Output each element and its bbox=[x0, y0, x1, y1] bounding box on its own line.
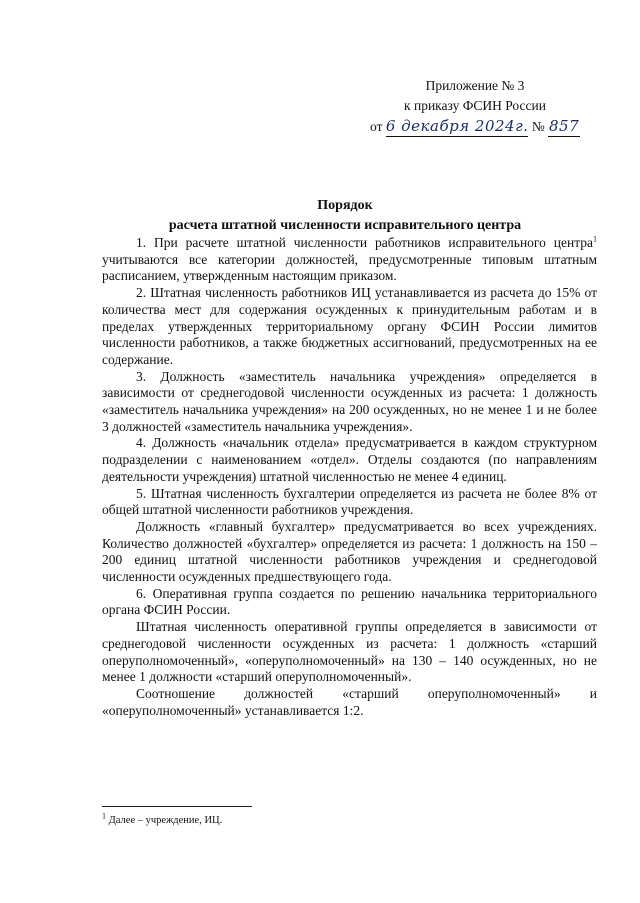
document-title bbox=[100, 196, 590, 236]
footnote bbox=[102, 811, 223, 828]
paragraph-6: 6. Оперативная группа создается по решению начальника территориального органа ФСИН России. bbox=[102, 585, 597, 618]
order-reference: к приказу ФСИН России bbox=[404, 98, 546, 113]
paragraph-5b: Должность «главный бухгалтер» предусматривается во всех учреждениях. Количество должностей «бухгалтер» определяется из расчета: 1 должность на 150 – 200 единиц штатной численности работников учреждения и среднегодовой численности осужденных предшествующего года. bbox=[102, 518, 597, 585]
number-prefix: № bbox=[531, 119, 545, 134]
title-line-1: Порядок bbox=[317, 198, 373, 213]
footnote-ref: 1 bbox=[593, 234, 597, 244]
footnote-text: Далее – учреждение, ИЦ. bbox=[106, 815, 223, 826]
document-body bbox=[102, 235, 597, 719]
paragraph-1-text-b: учитываются все категории должностей, предусмотренные типовым штатным расписанием, утвержденным настоящим приказом. bbox=[102, 251, 597, 284]
paragraph-6b: Штатная численность оперативной группы определяется в зависимости от среднегодовой численности осужденных из расчета: 1 должность «старший оперуполномоченный», «оперуполномоченный» на 130 – 140 осужденных, но не менее 1 должности «старший оперуполномоченный». bbox=[102, 619, 597, 685]
paragraph-1-text-a: 1. При расчете штатной численности работников исправительного центра bbox=[136, 235, 593, 250]
handwritten-number: 857 bbox=[549, 117, 580, 135]
handwritten-date: 6 декабря 2024г. bbox=[385, 117, 529, 135]
paragraph-2: 2. Штатная численность работников ИЦ устанавливается из расчета до 15% от количества мест для содержания осужденных к принудительным работам и в пределах утвержденных территориальному органу ФСИН России лимитов численности работников, а также бюджетных ассигнований, предусмотренных на ее содержание. bbox=[102, 285, 597, 367]
footnote-mark: 1 bbox=[102, 811, 106, 821]
paragraph-1 bbox=[102, 235, 597, 285]
order-date-line bbox=[370, 116, 590, 137]
appendix-header bbox=[360, 76, 590, 137]
paragraph-6c: Соотношение должностей «старший оперуполномоченный» и «оперуполномоченный» устанавливается 1:2. bbox=[102, 685, 597, 718]
paragraph-4: 4. Должность «начальник отдела» предусматривается в каждом структурном подразделении с наименованием «отдел». Отделы создаются (по направлениям деятельности учреждения) штатной численностью не менее 4 единиц. bbox=[102, 435, 597, 484]
title-line-2: расчета штатной численности исправительного центра bbox=[168, 218, 522, 233]
footnote-divider bbox=[102, 806, 252, 807]
paragraph-3: 3. Должность «заместитель начальника учреждения» определяется в зависимости от среднегодовой численности осужденных из расчета: 1 должность «заместитель начальника учреждения» на 200 осужденных, но не менее 1 и не более 3 должностей «заместитель начальника учреждения». bbox=[102, 368, 597, 434]
date-prefix: от bbox=[370, 119, 383, 134]
paragraph-5: 5. Штатная численность бухгалтерии определяется из расчета не более 8% от общей штатной численности работников учреждения. bbox=[102, 485, 597, 518]
appendix-number: Приложение № 3 bbox=[425, 78, 525, 93]
